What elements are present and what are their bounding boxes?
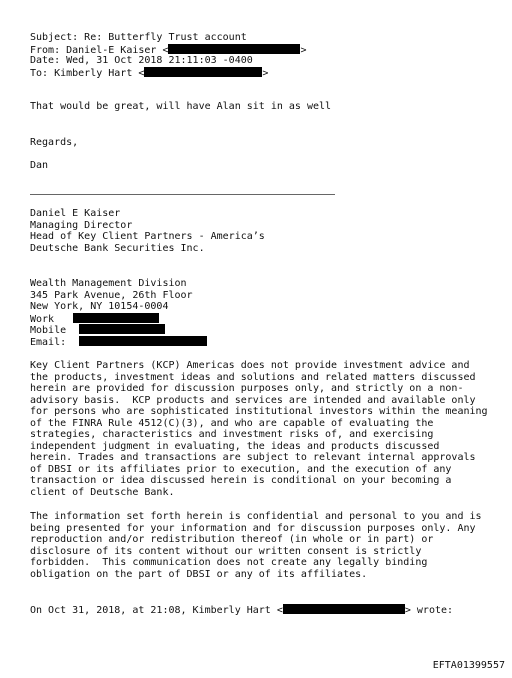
to-suffix: > <box>262 67 269 79</box>
redacted-email <box>168 44 300 54</box>
mobile-label: Mobile <box>30 325 67 336</box>
confidential-line: reproduction and/or redistribution thereof (in whole or in part) or <box>30 534 434 545</box>
disclaimer-line: herein. Trades and transactions are subject to relevant internal approvals <box>30 452 476 463</box>
signature-division: Wealth Management Division <box>30 278 187 289</box>
to-line <box>30 67 268 80</box>
signature-role: Head of Key Client Partners - America’s <box>30 231 265 242</box>
confidential-line: The information set forth herein is confidential and personal to you and is <box>30 511 482 522</box>
email-label: Email: <box>30 336 67 348</box>
disclaimer-line: of the FINRA Rule 4512(C)(3), and who are capable of evaluating the <box>30 417 434 429</box>
signoff-text: Dan <box>30 160 49 171</box>
to-prefix: To: Kimberly Hart < <box>30 67 145 79</box>
confidential-line: forbidden. This communication does not create any legally binding <box>30 557 428 568</box>
signature-divider <box>30 194 335 195</box>
quote-prefix: On Oct 31, 2018, at 21:08, Kimberly Hart < <box>30 605 283 616</box>
from-prefix: From: Daniel-E Kaiser < <box>30 44 169 56</box>
confidential-line: disclosure of its content without our written consent is strictly <box>30 545 422 557</box>
disclaimer-line: independent judgment in evaluating, the ideas and products discussed <box>30 440 440 452</box>
disclaimer-line: for persons who are sophisticated institutional investors within the meaning <box>30 406 488 417</box>
redacted-phone <box>73 313 159 323</box>
confidential-line: being presented for your information and for discussion purposes only. Any <box>30 522 476 534</box>
disclaimer-line: Key Client Partners (KCP) Americas does not provide investment advice and <box>30 360 470 371</box>
disclaimer-line: strategies, characteristics and investment risks of, and exercising <box>30 429 434 440</box>
redacted-email <box>144 67 262 77</box>
date-line: Date: Wed, 31 Oct 2018 21:11:03 -0400 <box>30 55 253 66</box>
quote-suffix: > wrote: <box>404 605 454 616</box>
redacted-email <box>283 604 405 614</box>
signature-title: Managing Director <box>30 219 133 231</box>
work-label: Work <box>30 313 55 325</box>
signature-company: Deutsche Bank Securities Inc. <box>30 242 205 254</box>
from-suffix: > <box>300 44 307 56</box>
signature-name: Daniel E Kaiser <box>30 208 121 219</box>
signature-address2: New York, NY 10154-0004 <box>30 301 169 312</box>
disclaimer-line: advisory basis. KCP products and services are intended and available only <box>30 394 476 406</box>
disclaimer-line: transaction or idea discussed herein is conditional on your becoming a <box>30 475 452 486</box>
closing-text: Regards, <box>30 137 79 148</box>
document-id: EFTA01399557 <box>432 660 505 671</box>
confidential-line: obligation on the part of DBSI or any of its affiliates. <box>30 568 368 580</box>
signature-address1: 345 Park Avenue, 26th Floor <box>30 289 193 301</box>
redacted-email <box>79 336 207 346</box>
quote-header <box>30 604 453 617</box>
disclaimer-line: herein are provided for discussion purposes only, and strictly on a non- <box>30 383 464 394</box>
email-line <box>30 336 207 349</box>
disclaimer-line: client of Deutsche Bank. <box>30 486 175 498</box>
disclaimer-line: of DBSI or its affiliates prior to execution, and the execution of any <box>30 463 452 475</box>
subject-line: Subject: Re: Butterfly Trust account <box>30 32 247 43</box>
disclaimer-line: the products, investment ideas and solutions and related matters discussed <box>30 371 476 383</box>
redacted-phone <box>79 324 165 334</box>
message-text: That would be great, will have Alan sit in as well <box>30 101 332 112</box>
